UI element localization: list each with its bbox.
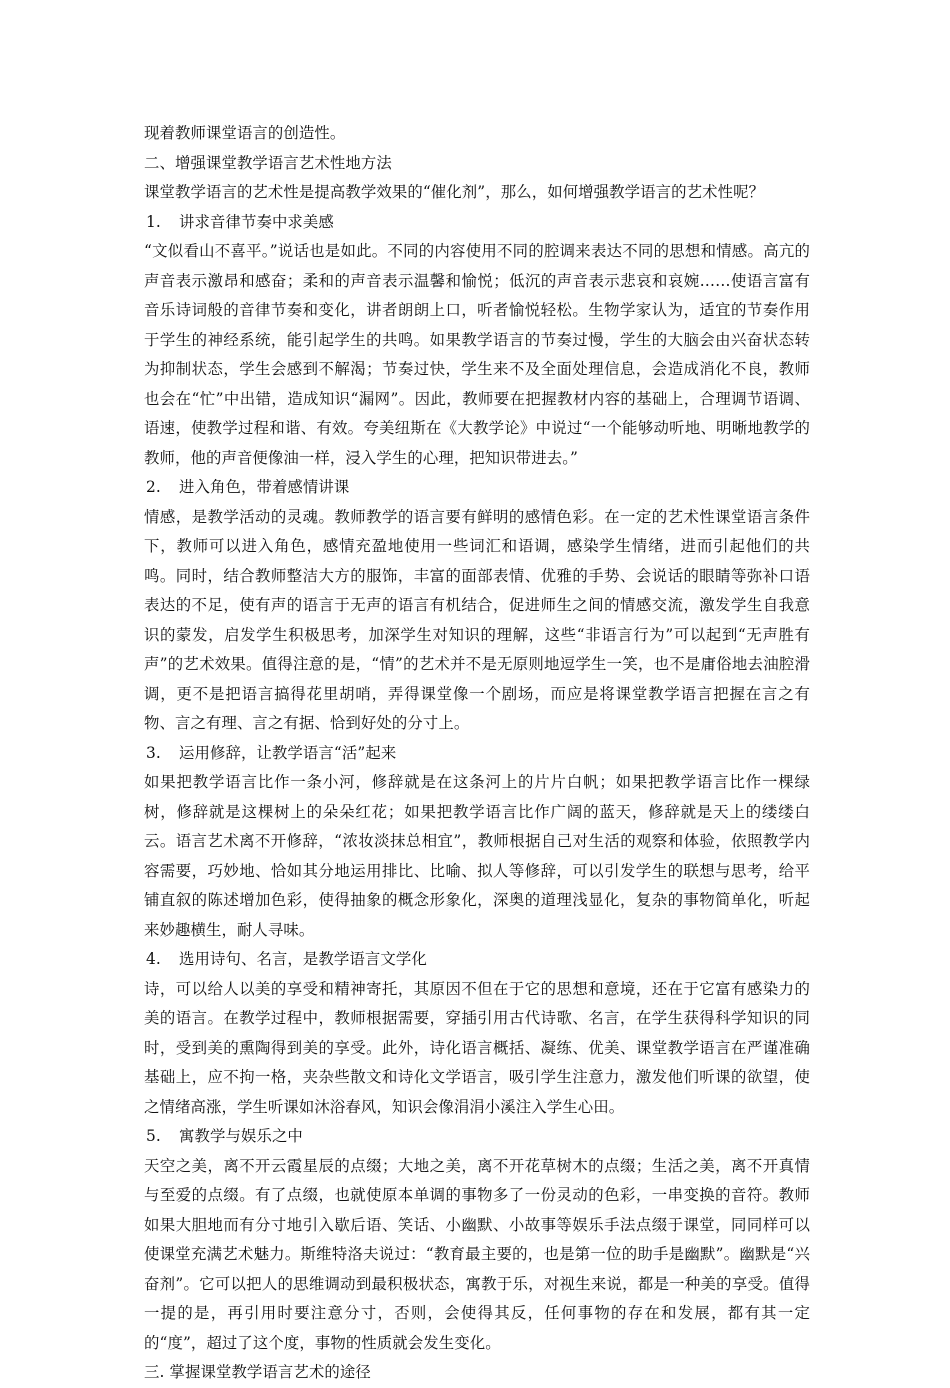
item-4-number: 4.	[146, 950, 161, 968]
item-3-title: 运用修辞，让教学语言“活”起来	[179, 743, 397, 762]
item-2-title: 进入角色，带着感情讲课	[179, 478, 350, 496]
item-1-body: “文似看山不喜平。”说话也是如此。不同的内容使用不同的腔调来表达不同的思想和情感。高亢的声音表示激昂和感奋；柔和的声音表示温馨和愉悦；低沉的声音表示悲哀和哀婉……使语言富有音乐诗词般的音律节奏和变化，讲者朗朗上口，听者愉悦轻松。生物学家认为，适宜的节奏作用于学生的神经系统，能引起学生的共鸣。如果教学语言的节奏过慢，学生的大脑会由兴奋状态转为抑制状态，学生会感到不解渴；节奏过快，学生来不及全面处理信息，会造成消化不良，教师也会在“忙”中出错，造成知识“漏网”。因此，教师要在把握教材内容的基础上，合理调节语调、语速，使教学过程和谐、有效。夸美纽斯在《大教学论》中说过“一个能够动听地、明晰地教学的教师，他的声音便像油一样，浸入学生的心理，把知识带进去。”	[144, 242, 810, 467]
item-1-title: 讲求音律节奏中求美感	[179, 212, 334, 231]
section-2-intro: 课堂教学语言的艺术性是提高教学效果的“催化剂”，那么，如何增强教学语言的艺术性呢？	[144, 183, 765, 201]
item-2-number: 2.	[146, 478, 161, 496]
section-3-heading: 三. 掌握课堂教学语言艺术的途径	[144, 1363, 371, 1381]
item-2-heading	[144, 473, 810, 503]
item-5-title: 寓教学与娱乐之中	[179, 1127, 303, 1145]
item-4-title: 选用诗句、名言，是教学语言文学化	[179, 950, 427, 968]
section-2-heading: 二、增强课堂教学语言艺术性地方法	[144, 153, 392, 172]
item-1-heading	[144, 208, 810, 238]
item-3-number: 3.	[146, 743, 161, 762]
item-4-heading	[144, 945, 810, 975]
item-2-body: 情感，是教学活动的灵魂。教师教学的语言要有鲜明的感情色彩。在一定的艺术性课堂语言条件下，教师可以进入角色，感情充盈地使用一些词汇和语调，感染学生情绪，进而引起他们的共鸣。同时，结合教师整洁大方的服饰，丰富的面部表情、优雅的手势、会说话的眼睛等弥补口语表达的不足，使有声的语言于无声的语言有机结合，促进师生之间的情感交流，激发学生自我意识的蒙发，启发学生积极思考，加深学生对知识的理解，这些“非语言行为”可以起到“无声胜有声”的艺术效果。值得注意的是，“情”的艺术并不是无原则地逗学生一笑，也不是庸俗地去油腔滑调，更不是把语言搞得花里胡哨，弄得课堂像一个剧场，而应是将课堂教学语言把握在言之有物、言之有理、言之有据、恰到好处的分寸上。	[144, 507, 810, 732]
intro-tail-text: 现着教师课堂语言的创造性。	[144, 124, 346, 142]
document-page	[144, 119, 810, 1388]
item-1-number: 1.	[146, 212, 161, 231]
item-4-body: 诗，可以给人以美的享受和精神寄托，其原因不但在于它的思想和意境，还在于它富有感染力的美的语言。在教学过程中，教师根据需要，穿插引用古代诗歌、名言，在学生获得科学知识的同时，受到美的熏陶得到美的享受。此外，诗化语言概括、凝练、优美、课堂教学语言在严谨准确基础上，应不拘一格，夹杂些散文和诗化文学语言，吸引学生注意力，激发他们听课的欲望，使之情绪高涨，学生听课如沐浴春风，知识会像涓涓小溪注入学生心田。	[144, 979, 810, 1116]
item-5-heading	[144, 1122, 810, 1152]
item-5-number: 5.	[146, 1127, 161, 1145]
item-5-body: 天空之美，离不开云霞星辰的点缀；大地之美，离不开花草树木的点缀；生活之美，离不开真情与至爱的点缀。有了点缀，也就使原本单调的事物多了一份灵动的色彩，一串变换的音符。教师如果大胆地而有分寸地引入歇后语、笑话、小幽默、小故事等娱乐手法点缀于课堂，同同样可以使课堂充满艺术魅力。斯维特洛夫说过：“教育最主要的，也是第一位的助手是幽默”。幽默是“兴奋剂”。它可以把人的思维调动到最积极状态，寓教于乐，对视生来说，都是一种美的享受。值得一提的是，再引用时要注意分寸，否则，会使得其反，任何事物的存在和发展，都有其一定的“度”，超过了这个度，事物的性质就会发生变化。	[144, 1156, 810, 1352]
item-3-body: 如果把教学语言比作一条小河，修辞就是在这条河上的片片白帆；如果把教学语言比作一棵绿树，修辞就是这棵树上的朵朵红花；如果把教学语言比作广阔的蓝天，修辞就是天上的缕缕白云。语言艺术离不开修辞，“浓妆淡抹总相宜”，教师根据自己对生活的观察和体验，依照教学内容需要，巧妙地、恰如其分地运用排比、比喻、拟人等修辞，可以引发学生的联想与思考，给平铺直叙的陈述增加色彩，使得抽象的概念形象化，深奥的道理浅显化，复杂的事物简单化，听起来妙趣横生，耐人寻味。	[144, 773, 810, 939]
item-3-heading	[144, 739, 810, 769]
